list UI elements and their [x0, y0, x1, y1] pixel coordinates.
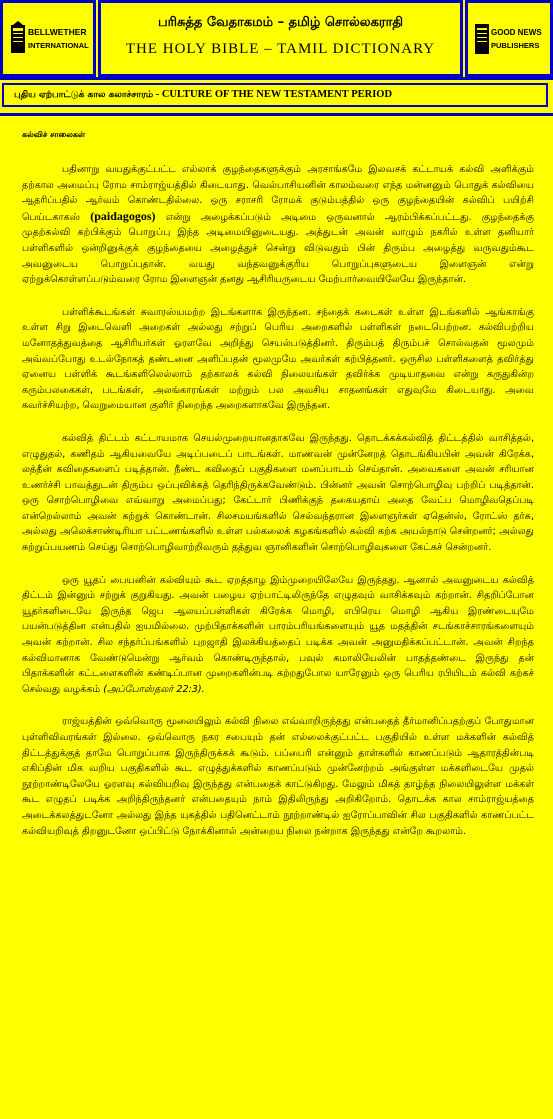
title-english: THE HOLY BIBLE – TAMIL DICTIONARY — [125, 41, 436, 57]
subtitle — [2, 83, 548, 107]
right-logo-line1: GOOD NEWS — [491, 28, 542, 37]
subtitle-tamil: புதிய ஏற்பாட்டுக் கால கலாச்சாரம் — [14, 90, 154, 100]
title-tamil: பரிசுத்த வேதாகமம் – தமிழ் சொல்லகராதி — [157, 15, 404, 30]
right-logo-line2: PUBLISHERS — [491, 41, 540, 50]
section-heading: கல்விச் சாலைகள் — [22, 130, 86, 139]
subtitle-english: - CULTURE OF THE NEW TESTAMENT PERIOD — [153, 89, 393, 100]
left-logo-line1: BELLWETHER — [28, 27, 87, 37]
article-body — [22, 162, 534, 856]
paragraph-4-text: ஒரு யூதப் பையனின் கல்வியும் கூட ஏறத்தாழ இம்முறையிலேயே இருந்தது. ஆனால் அவனுடைய கல்வித் திட்டம் இன்னும் சற்றுக் குறுகியது. அவன் பழைய ஏற்பாட்டிலிருந்தே எழுதவும் வாசிக்கவும் கற்றான். சிதறிப்போன யூதர்களிடையே இருந்த ஜெப ஆலயப்பள்ளிகள் கிரேக்க மொழி, எபிரெய மொழி ஆகிய இரண்டையுமே பயன்படுத்தின என்பதில் ஐயமில்லை. முற்பிதாக்களின் பாரம்பரியங்களையும் யூத மதத்தின் சடங்காச்சாரங்களையும் அவன் கற்றான். சில சந்தர்ப்பங்களில் புறஜாதி இலக்கியத்தைப் படிக்க அவன் அனுமதிக்கப்பட்டான். அவன் சிறந்த கல்விமானாக வேண்டுமென்று ஆர்வம் கொண்டிருந்தால், பவுல் கமாலியேலின் பாதத்தண்டை இருந்து தன் பிதாக்களின் கட்டளைகளின் கண்டிப்பான முறைகளின்படி கற்றதுபோல யாரேனும் ஒரு பெரிய ரபியிடம் கல்வி கற்கச் செல்வது வழக்கம் — [22, 574, 534, 695]
paragraph-1-text-b: என்று அழைக்கப்படும் அடிமை ஒருவனால் ஆரம்பிக்கப்பட்டது. குழந்தைக்கு முதற்கல்வி கற்பிக்கும் பொறுப்பு இந்த அடிமையினுடையது. அத்துடன் அவன் வாழும் நகரில் உள்ள தனியார் பள்ளிகளில் ஒன்றினுக்குக் குழந்தையை அழைத்துச் சென்று விடுவதும் பின் திரும்ப அழைத்து வருவதும்கூட அவனுடைய பொறுப்புதான். வயது வந்தவனுக்குரிய பொறுப்புகளுடைய இளைஞன் என்று ஏற்றுக்கொள்ளப்படும்வரை ரோம இளைஞன் தனது ஆசிரியருடைய மேற்பார்வையிலேயே இருந்தான். — [22, 211, 534, 286]
paragraph-1 — [22, 162, 534, 288]
page-header — [0, 0, 553, 80]
scripture-reference: (அப்போஸ்தலர் 22:3). — [103, 683, 205, 695]
subtitle-bar — [0, 80, 553, 116]
paragraph-5: ராஜ்யத்தின் ஒவ்வொரு மூலையிலும் கல்வி நிலை எவ்வாறிருந்தது என்பதைத் தீர்மானிப்பதற்குப் போதுமான புள்ளிவிவரங்கள் இல்லை. ஒவ்வொரு நகர சபையும் தன் எல்லைக்குட்பட்ட பகுதியில் உள்ள மக்களின் கல்வித் திட்டத்துக்குத் தாமே பொறுப்பாக இருந்திருக்கக் கூடும். பப்பைரி என்னும் தாள்களில் காணப்படும் ஆதாரத்தின்படி எகிப்தின் மிக வறிய பகுதிகளில் கூட எழுத்துக்களில் காணப்படும் முன்னேற்றம் அங்குள்ள மக்களிடையே முதல் நூற்றாண்டிலேயே ஓரளவு கல்வியறிவு இருந்தது என்பதைக் காட்டுகிறது. மேலும் மிகத் தாழ்ந்த நிலையிலுள்ள மக்கள் கூட எழுதப் படிக்க அறிந்திருந்தனர் என்பதையும் நாம் இதிலிருந்து அறிகிறோம். தொடக்க கால சாம்ராஜ்யத்தை அடைக்கலத்துடனோ அல்லது இந்த யுகத்தில் பதினெட்டாம் நூற்றாண்டில் ஐரோப்பாவின் சில பகுதிகளில் காணப்பட்ட கல்வியறிவுத் திறனுடனோ ஒப்பிட்டு நோக்கினால் அன்றைய நிலை நன்றாக இருந்தது என்றே கூறலாம். — [22, 716, 534, 837]
book-icon — [9, 21, 27, 57]
left-logo-line2: INTERNATIONAL — [28, 41, 89, 50]
paragraph-1-text-a: பதினாறு வயதுக்குட்பட்ட எல்லாக் குழந்தைகளுக்கும் அரசாங்கமே இலவசக் கட்டாயக் கல்வி அளிக்கும் தற்கால அமைப்பு ரோம சாம்ராஜ்யத்தில் கிடையாது. வெல்பாசியனின் காலம்வரை எந்த மன்னனும் பொதுக் கல்வியை ஆதரிப்பதில் ஆர்வம் கொண்டதில்லை. ஒரு சராசரி ரோமக் குடும்பத்தில் ஒரு குழந்தையின் கல்விப் பயிற்சி பெய்டகாகஸ் — [22, 164, 534, 223]
good-news-logo — [465, 0, 553, 77]
paragraph-4 — [22, 573, 534, 698]
paragraph-3: கல்வித் திட்டம் கட்டாயமாக செயல்முறையானதாகவே இருந்தது. தொடக்கக்கல்வித் திட்டத்தில் வாசித்தல், எழுதுதல், கணிதம் ஆகியவையே அடிப்படைப் பாடங்கள். மாணவன் முன்னேறத் தொடங்கியபின் அவன் கிரேக்க, லத்தீன் கவிதைகளைப் படித்தான். நீண்ட கவிதைப் பகுதிகளை மனப்பாடம் செய்தான். அவைகளை அவன் சரியான உணர்ச்சி பாவத்துடன் திரும்ப ஒப்புவிக்கத் தெரிந்திருக்கவேண்டும். பின்னர் அவன் சொற்பொழிவு பற்றிப் படித்தான். ஒரு சொற்பொழிவை எவ்வாறு அமைப்பது; கேட்டார் பிணிக்குந் தகையதாய் அதை வேட்ப மொழிவதெப்படி என்றெல்லாம் அவன் கற்றுக் கொண்டான். சிலசமயங்களில் செல்வந்தரான இளைஞர்கள் ஏதென்ஸ், ரோட்ஸ் தர்சு, அல்லது அலெக்சாண்டிரியா பட்டணங்களில் உள்ள பல்கலைக் கழகங்களில் கல்வி கற்க அயல்நாடு சென்றனர்; அல்லது சுற்றுப்பயணம் செய்து சொற்பொழிவாற்றிவரும் தத்துவ ஞானிகளின் சொற்பொழிவுகளை கேட்கச் சென்றனர். — [22, 432, 534, 554]
paragraph-2: பள்ளிக்கூடங்கள் சுவாரஸ்யமற்ற இடங்களாக இருந்தன. சந்தைக் கடைகள் உள்ள இடங்களில் ஆங்காங்கு உள்ள சிறு இடைவெளி அறைகள் அல்லது சற்றுப் பெரிய அறைகளில் பள்ளிகள் நடைபெற்றன. கல்விபற்றிய மனோதத்துவத்தை ஆசிரியர்கள் ஓரளவே அறிந்து செயல்படுத்தினர். திரும்பத் திரும்பச் சொல்வதன் மூலமும் அவ்வப்போது உடல்நோகத் தண்டனை அளிப்பதன் மூலமுமே அவர்கள் கற்பித்தனர். ஒருசில பள்ளிகளைத் தவிர்த்து ஏனைய பள்ளிக் கூடங்களிலெல்லாம் தற்காலக் கல்வி நிலையங்கள் தவிர்க்க முடியாதவை என்று கருதுகின்ற கரும்பலகைகள், படங்கள், அலங்காரங்கள் மற்றும் பல அவசிய சாதனங்கள் எதுவுமே கிடையாது. அவை கவர்ச்சியற்ற, வெறுமையான குளிர் நிறைந்த அறைகளாகவே இருந்தன. — [22, 306, 534, 412]
paidagogos-term: (paidagogos) — [90, 208, 156, 223]
bellwether-logo — [0, 0, 96, 77]
title-box — [98, 0, 463, 77]
book-icon — [474, 21, 490, 57]
